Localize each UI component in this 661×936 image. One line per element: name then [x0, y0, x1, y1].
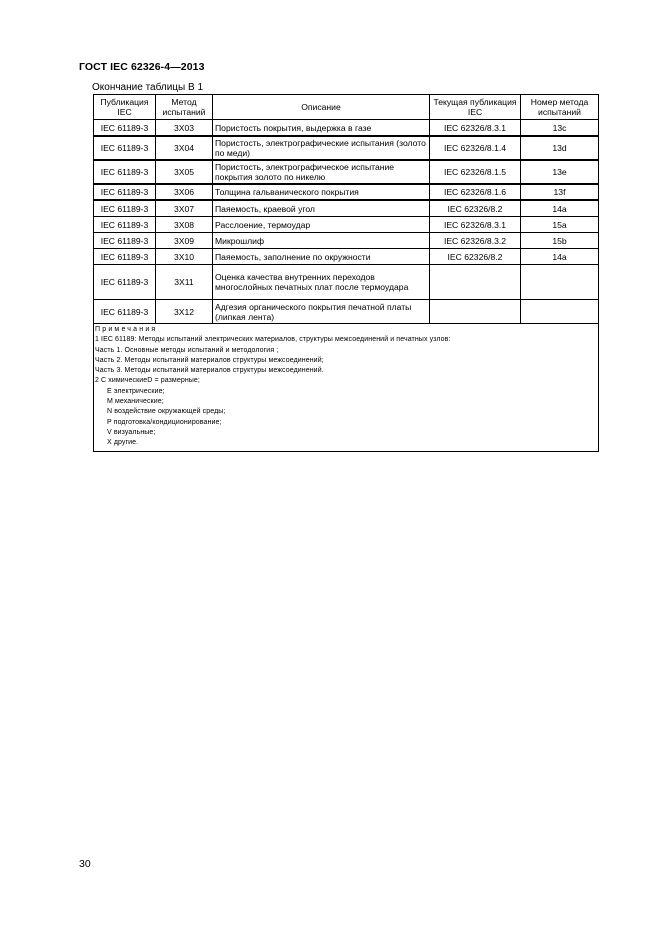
column-header-test-method: Метод испытаний: [156, 95, 213, 120]
cell-method-number: 13c: [521, 120, 599, 137]
note-line: M механические;: [107, 398, 164, 406]
cell-method-number: 14a: [521, 200, 599, 217]
cell-current-publication: IEC 62326/8.2: [430, 249, 521, 265]
cell-current-publication: IEC 62326/8.3.1: [430, 120, 521, 137]
note-line: Часть 3. Методы испытаний материалов структуры межсоединений.: [95, 367, 324, 375]
note-line: 1 IEC 61189: Методы испытаний электрических материалов, структуры межсоединений и печатных узлов:: [95, 336, 451, 344]
cell-description: Пористость, электрографические испытания (золото по меди): [213, 136, 430, 160]
table-row: [94, 160, 599, 184]
table-row: [94, 200, 599, 217]
cell-method-number: [521, 265, 599, 300]
table-row: [94, 217, 599, 233]
table-row: [94, 120, 599, 137]
cell-method: 3X10: [156, 249, 213, 265]
cell-publication: IEC 61189-3: [94, 300, 156, 324]
page-number: 30: [79, 858, 91, 870]
cell-publication: IEC 61189-3: [94, 184, 156, 200]
note-line: X другие.: [107, 439, 139, 447]
cell-publication: IEC 61189-3: [94, 249, 156, 265]
cell-current-publication: IEC 62326/8.1.4: [430, 136, 521, 160]
cell-current-publication: IEC 62326/8.2: [430, 200, 521, 217]
column-header-description: Описание: [213, 95, 430, 120]
cell-current-publication: IEC 62326/8.3.1: [430, 217, 521, 233]
note-line: E электрические;: [107, 387, 165, 395]
cell-method-number: 13f: [521, 184, 599, 200]
note-line: Часть 2. Методы испытаний материалов структуры межсоединений;: [95, 356, 324, 364]
cell-method-number: 14a: [521, 249, 599, 265]
cell-description: Паяемость, краевой угол: [213, 200, 430, 217]
column-header-method-number: Номер метода испытаний: [521, 95, 599, 120]
cell-publication: IEC 61189-3: [94, 200, 156, 217]
cell-method: 3X05: [156, 160, 213, 184]
cell-current-publication: [430, 265, 521, 300]
cell-current-publication: IEC 62326/8.3.2: [430, 233, 521, 249]
cell-method: 3X11: [156, 265, 213, 300]
cell-method: 3X07: [156, 200, 213, 217]
column-header-publication: Публикация IEC: [94, 95, 156, 120]
column-header-current-publication: Текущая публикация IEC: [430, 95, 521, 120]
notes-row: [94, 324, 599, 452]
cell-method-number: 13d: [521, 136, 599, 160]
cell-current-publication: IEC 62326/8.1.5: [430, 160, 521, 184]
note-line: P подготовка/кондиционирование;: [107, 418, 222, 426]
cell-description: Толщина гальванического покрытия: [213, 184, 430, 200]
cell-description: Микрошлиф: [213, 233, 430, 249]
cell-method: 3X03: [156, 120, 213, 137]
table-row: [94, 300, 599, 324]
cell-method: 3X06: [156, 184, 213, 200]
cell-description: Расслоение, термоудар: [213, 217, 430, 233]
notes-block: [94, 324, 599, 452]
cell-method: 3X08: [156, 217, 213, 233]
table-row: [94, 249, 599, 265]
cell-current-publication: IEC 62326/8.1.6: [430, 184, 521, 200]
cell-publication: IEC 61189-3: [94, 217, 156, 233]
note-line: Часть 1. Основные методы испытаний и методология ;: [95, 346, 279, 354]
table-row: [94, 136, 599, 160]
cell-publication: IEC 61189-3: [94, 120, 156, 137]
table-row: [94, 184, 599, 200]
cell-publication: IEC 61189-3: [94, 160, 156, 184]
note-line: 2 С химическиеD = размерные;: [95, 377, 200, 385]
cell-description: Пористость покрытия, выдержка в газе: [213, 120, 430, 137]
cell-method: 3X12: [156, 300, 213, 324]
cell-method-number: 15b: [521, 233, 599, 249]
cell-description: Паяемость, заполнение по окружности: [213, 249, 430, 265]
cell-method: 3X04: [156, 136, 213, 160]
note-line: V визуальные;: [107, 428, 156, 436]
cell-method-number: 15a: [521, 217, 599, 233]
cell-method-number: 13e: [521, 160, 599, 184]
cell-description: Пористость, электрографическое испытание покрытия золото по никелю: [213, 160, 430, 184]
cell-description: Оценка качества внутренних переходов многослойных печатных плат после термоудара: [213, 265, 430, 300]
table-caption: Окончание таблицы В 1: [92, 82, 204, 93]
table-row: [94, 265, 599, 300]
note-line: N воздействие окружающей среды;: [107, 408, 226, 416]
notes-title: Примечания: [95, 326, 158, 333]
cell-description: Адгезия органического покрытия печатной платы (липкая лента): [213, 300, 430, 324]
table-row: [94, 233, 599, 249]
cell-publication: IEC 61189-3: [94, 136, 156, 160]
cell-current-publication: [430, 300, 521, 324]
test-methods-table: [93, 94, 599, 452]
cell-method: 3X09: [156, 233, 213, 249]
cell-publication: IEC 61189-3: [94, 265, 156, 300]
document-header: ГОСТ IEC 62326-4—2013: [79, 61, 205, 73]
cell-method-number: [521, 300, 599, 324]
cell-publication: IEC 61189-3: [94, 233, 156, 249]
